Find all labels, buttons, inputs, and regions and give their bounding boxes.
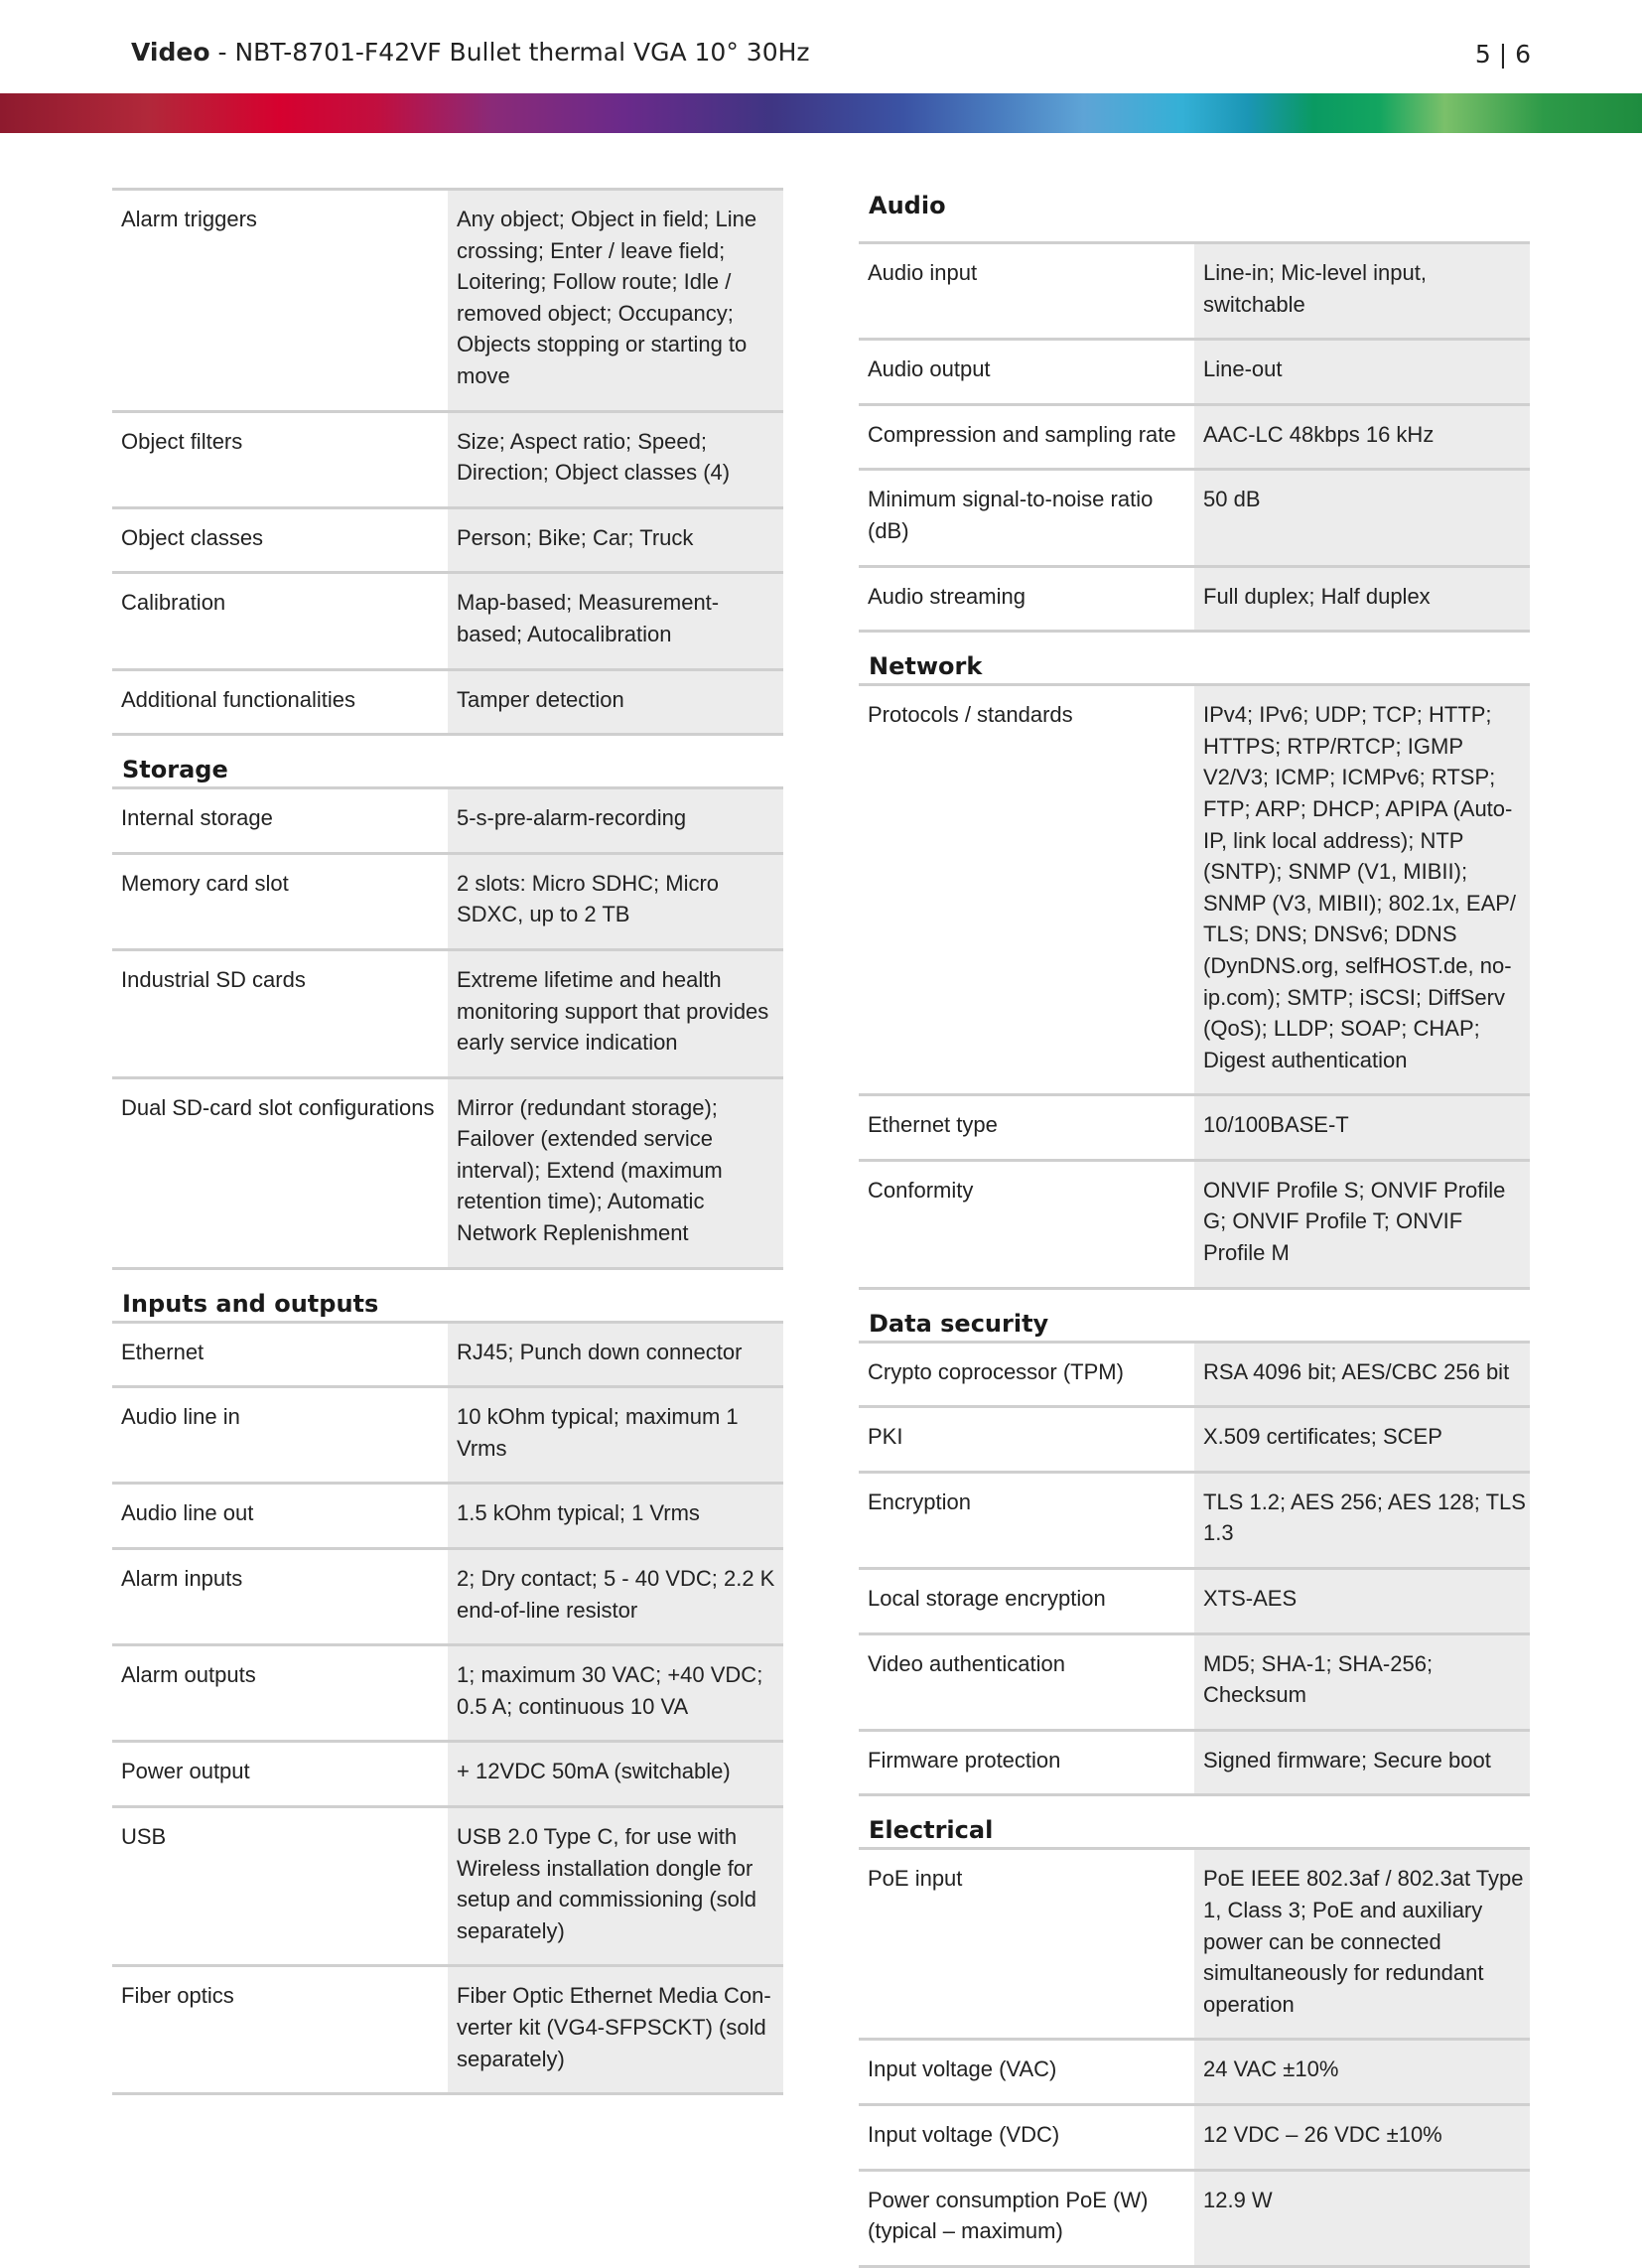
spec-value: Line-in; Mic-level input, switchable (1194, 244, 1530, 338)
spec-value: PoE IEEE 802.3af / 802.3at Type 1, Class 3; PoE and auxiliary power can be connected simultaneously for redundant operation (1194, 1850, 1530, 2038)
spec-label: Audio streaming (868, 583, 1026, 609)
spec-label: Protocols / standards (868, 702, 1073, 728)
spec-value: ONVIF Profile S; ONVIF Profile G; ONVIF Profile T; ONVIF Profile M (1194, 1162, 1530, 1287)
spec-row (112, 1321, 783, 1386)
spec-label: Additional functionalities (121, 686, 356, 712)
spec-label: Ethernet (121, 1339, 205, 1364)
spec-row (859, 1405, 1530, 1471)
spec-row (859, 2103, 1530, 2169)
spec-label: Audio input (868, 260, 978, 285)
spec-row (859, 403, 1530, 469)
spec-value: 12.9 W (1194, 2172, 1530, 2265)
spec-label: USB (121, 1824, 167, 1849)
spec-row (859, 2038, 1530, 2103)
spec-label: Fiber optics (121, 1983, 234, 2009)
spec-table-inputs-outputs (112, 1321, 783, 2096)
spec-row (112, 188, 783, 410)
spec-label: Memory card slot (121, 870, 289, 896)
spec-label: Object filters (121, 428, 243, 454)
spec-label: Power output (121, 1759, 250, 1784)
spec-value: 50 dB (1194, 471, 1530, 564)
spec-label: Object classes (121, 524, 264, 550)
spec-value: Signed firmware; Secure boot (1194, 1732, 1530, 1794)
section-heading-network: Network (869, 652, 983, 681)
spec-value: 10 kOhm typical; maximum 1 Vrms (448, 1388, 783, 1482)
spec-value: Line-out (1194, 341, 1530, 403)
spec-value: USB 2.0 Type C, for use with Wireless installation dongle for setup and commissioning (sold separately) (448, 1808, 783, 1964)
spec-label: Video authentication (868, 1650, 1065, 1676)
spec-value: RJ45; Punch down connector (448, 1324, 783, 1386)
spec-value: AAC-LC 48kbps 16 kHz (1194, 406, 1530, 469)
spec-label: Audio line in (121, 1404, 240, 1430)
spec-value: 5-s-pre-alarm-recording (448, 789, 783, 852)
spec-label: PKI (868, 1424, 903, 1450)
spec-label: Encryption (868, 1488, 971, 1514)
section-heading-data-security: Data security (869, 1309, 1049, 1338)
spec-label: Calibration (121, 590, 226, 616)
spec-value: 1.5 kOhm typical; 1 Vrms (448, 1485, 783, 1547)
spec-row (859, 683, 1530, 1093)
title-separator: - (209, 38, 235, 67)
spec-row (859, 1729, 1530, 1797)
document-category: Video (131, 38, 210, 67)
spec-table-analytics (112, 188, 783, 736)
spec-row (112, 1482, 783, 1547)
spec-row (112, 506, 783, 572)
spec-row (112, 1643, 783, 1740)
spec-label: Audio output (868, 356, 991, 382)
spec-value: Any object; Object in field; Line crossing; Enter / leave field; Loitering; Follow route; Idle / removed object; Occupancy; Objects stopping or starting to move (448, 191, 783, 410)
spec-row (112, 410, 783, 506)
spec-label: Conformity (868, 1177, 974, 1203)
section-heading-electrical: Electrical (869, 1816, 994, 1845)
spec-row (112, 1964, 783, 2095)
spec-row (859, 565, 1530, 634)
section-heading-storage: Storage (122, 756, 228, 784)
spec-row (859, 1567, 1530, 1632)
spec-row (112, 1805, 783, 1964)
spec-value: 10/100BASE-T (1194, 1096, 1530, 1159)
spec-value: Map-based; Measurement-based; Autocalibration (448, 574, 783, 667)
spec-label: Input voltage (VDC) (868, 2121, 1060, 2147)
spec-row (859, 1471, 1530, 1567)
spec-row (859, 1632, 1530, 1729)
left-column (112, 188, 783, 2095)
spec-row (112, 948, 783, 1076)
spec-value: MD5; SHA-1; SHA-256; Checksum (1194, 1635, 1530, 1729)
spec-label: Alarm inputs (121, 1566, 243, 1592)
page-number: 5 | 6 (1474, 40, 1531, 69)
spec-row (859, 1847, 1530, 2038)
spec-value: 24 VAC ±10% (1194, 2041, 1530, 2103)
spec-row (859, 1341, 1530, 1406)
spec-label: Alarm outputs (121, 1662, 256, 1688)
spec-label: PoE input (868, 1866, 963, 1892)
page-header (0, 0, 1642, 93)
spec-row (112, 1385, 783, 1482)
spec-table-storage (112, 786, 783, 1270)
section-heading-audio: Audio (869, 192, 946, 219)
spec-value: Fiber Optic Ethernet Media Converter kit (VG4-SFPSCKT) (sold separately) (448, 1967, 783, 2092)
spec-label: Industrial SD cards (121, 966, 306, 992)
spec-row (859, 2169, 1530, 2268)
spec-value: TLS 1.2; AES 256; AES 128; TLS 1.3 (1194, 1474, 1530, 1567)
spec-label: Dual SD-card slot configurations (121, 1094, 435, 1120)
spec-row (112, 1547, 783, 1643)
spec-value: Mirror (redundant storage); Failover (extended service interval); Extend (maximum retention time); Automatic Network Replenishment (448, 1079, 783, 1267)
spec-label: Internal storage (121, 805, 273, 831)
spec-label: Minimum signal-to-noise ratio (dB) (868, 487, 1154, 543)
spec-row (859, 1093, 1530, 1159)
spec-row (859, 338, 1530, 403)
spec-row (859, 241, 1530, 338)
spec-label: Input voltage (VAC) (868, 2056, 1057, 2082)
spec-value: 12 VDC – 26 VDC ±10% (1194, 2106, 1530, 2169)
spec-value: + 12VDC 50mA (switchable) (448, 1743, 783, 1805)
spec-value: 2; Dry contact; 5 - 40 VDC; 2.2 K end-of-line resistor (448, 1550, 783, 1643)
spec-table-audio (859, 241, 1530, 633)
spec-label: Ethernet type (868, 1112, 998, 1138)
spec-table-data-security (859, 1341, 1530, 1797)
spec-row (112, 1076, 783, 1270)
spec-value: 1; maximum 30 VAC; +40 VDC; 0.5 A; continuous 10 VA (448, 1646, 783, 1740)
spec-value: XTS-AES (1194, 1570, 1530, 1632)
spec-label: Power consumption PoE (W) (typical – maximum) (868, 2187, 1149, 2244)
spec-row (112, 571, 783, 667)
spec-label: Local storage encryption (868, 1586, 1106, 1612)
spec-value: Extreme lifetime and health monitoring support that provides early service indication (448, 951, 783, 1076)
section-heading-inputs-outputs: Inputs and outputs (122, 1289, 379, 1318)
spec-row (112, 786, 783, 852)
spec-row (859, 1159, 1530, 1290)
spec-value: IPv4; IPv6; UDP; TCP; HTTP; HTTPS; RTP/RTCP; IGMP V2/V3; ICMP; ICMPv6; RTSP; FTP; ARP; DHCP; APIPA (Auto-IP, link local address); NTP (SNTP); SNMP (V1, MIBII); SNMP (V3, MIBII); 802.1x, EAP/ TLS; DNS; DNSv6; DDNS (DynDNS.org, selfHOST.de, no-ip.com); SMTP; iSCSI; DiffServ (QoS); LLDP; SOAP; CHAP; Digest authentication (1194, 686, 1530, 1093)
spec-value: Person; Bike; Car; Truck (448, 509, 783, 572)
brand-color-band (0, 93, 1642, 133)
spec-label: Firmware protection (868, 1747, 1061, 1772)
spec-row (112, 852, 783, 948)
spec-row (112, 1740, 783, 1805)
spec-value: 2 slots: Micro SDHC; Micro SDXC, up to 2 TB (448, 855, 783, 948)
spec-label: Compression and sampling rate (868, 421, 1176, 447)
spec-label: Crypto coprocessor (TPM) (868, 1358, 1124, 1384)
spec-table-network (859, 683, 1530, 1290)
spec-row (859, 468, 1530, 564)
spec-label: Audio line out (121, 1500, 254, 1526)
spec-value: Tamper detection (448, 671, 783, 734)
spec-label: Alarm triggers (121, 207, 257, 231)
document-title (131, 38, 810, 67)
spec-value: X.509 certificates; SCEP (1194, 1408, 1530, 1471)
spec-value: Full duplex; Half duplex (1194, 568, 1530, 631)
product-name: NBT-8701-F42VF Bullet thermal VGA 10° 30Hz (234, 38, 810, 67)
spec-table-electrical (859, 1847, 1530, 2267)
spec-value: Size; Aspect ratio; Speed; Direction; Object classes (4) (448, 413, 783, 506)
right-column (859, 188, 1530, 2268)
spec-row (112, 668, 783, 737)
spec-value: RSA 4096 bit; AES/CBC 256 bit (1194, 1344, 1530, 1406)
